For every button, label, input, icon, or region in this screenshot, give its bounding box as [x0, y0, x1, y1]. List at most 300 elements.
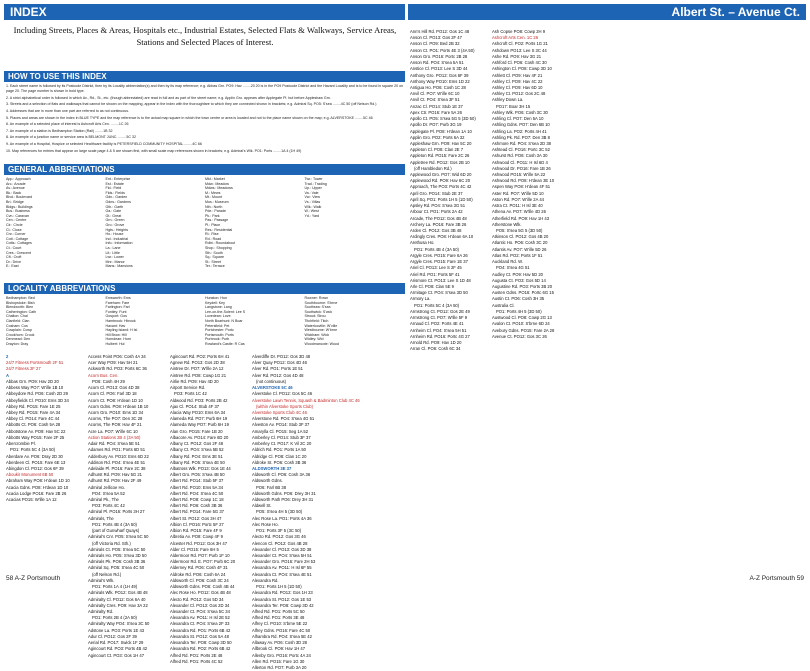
index-entry: Albion Rd. PO15: Fare 4F 9: [170, 528, 222, 534]
index-entry: 24/7 Fitness Portsmouth 2F 51: [6, 360, 64, 366]
abbreviation-entry: Drayton: Dray: [6, 341, 29, 346]
index-entry: Appleton Cl. PO8: Clan 2E 7: [410, 147, 464, 153]
index-entry: Aintree Rd. PO8: Cowp 1G 21: [170, 372, 227, 378]
howto-item: 5. Places and areas are shown in the index in BLUE TYPE and the map reference is to the actual map square in which the town centre or area is located and not to the place name shown on the map; e.g. ALVERSTOKE ........5C 46: [6, 115, 373, 120]
index-entry: Admirals Ct. PO5: S'sea 5C 50: [88, 546, 146, 552]
abbreviation-entry: W.: West: [304, 209, 319, 214]
abbreviation-entry: Horndean: Horn: [105, 337, 132, 342]
index-entry: Addison Rd. PO4: S'sea 4E 51: [88, 459, 146, 465]
index-entry: Armstrong Ct. PO12: Gos 2E 49: [410, 308, 470, 314]
index-entry: Anthony Gro. PO12: Gos 6F 39: [410, 72, 469, 78]
index-entry: Admiral Pk., The: [88, 497, 119, 503]
index-entry: PO5: S'sea 4H 5 (3D 50): [256, 509, 303, 515]
abbreviation-entry: Mt.: Mount: [205, 195, 222, 200]
abbreviation-entry: Trad.: Trading: [304, 181, 327, 186]
index-entry: PO3: Ports 4C 42: [92, 503, 125, 509]
abbreviation-entry: Vs.: Villas: [304, 199, 321, 204]
abbreviation-entry: Bk.: Back: [6, 190, 22, 195]
index-entry: Albany Rd. PO5: S'sea 4E 50: [170, 459, 225, 465]
index-entry: Albany Ct. PO12: Gos 2F 48: [170, 441, 224, 447]
index-entry: Alfred Rd. PO1: Ports 4C 52: [170, 658, 223, 664]
abbreviation-entry: Rd.: Road: [205, 236, 222, 241]
abbreviation-entry: Hgts.: Heights: [105, 227, 129, 232]
index-entry: Abbeydore Rd. PO6: Cosh 2D 29: [6, 391, 68, 397]
section-howto: HOW TO USE THIS INDEX: [4, 71, 405, 82]
abbreviation-entry: Titchfield: Titch: [304, 318, 329, 323]
index-entry: Alfred Rd. PO1: Ports 2E 48: [170, 652, 223, 658]
index-entry: Apollo Dr. PO7: Purb 3G 19: [410, 122, 462, 128]
index-entry: Adhurst Rd. PO9: Hav 2F 49: [88, 478, 142, 484]
index-entry: Apsley Rd. PO4: S'sea 3G 51: [410, 203, 466, 209]
abbreviation-entry: Gt.: Great: [105, 213, 122, 218]
index-entry: Adair Rd. PO4: S'sea 5E 51: [88, 441, 140, 447]
index-entry: Agnew Rd. PO13: Gos 2D 38: [170, 360, 225, 366]
index-entry: Alexandra St. PO12: Gos 1E 53: [252, 596, 312, 602]
index-entry: Applewood Gro. PO7: Wid 6D 20: [410, 172, 472, 178]
index-entry: Alexander Cl. PO13: Gos 2D 34: [170, 602, 230, 608]
index-entry: PO4: S'sea 5A 52: [92, 490, 125, 496]
index-entry: Augustine Rd. PO3: Ports 3B 20: [492, 283, 553, 289]
index-entry: Alexander Ct. PO4: S'sea 5H 51: [252, 553, 312, 558]
index-entry: Acorn Cl. PO13: Gos 4D 38: [88, 385, 140, 391]
abbreviation-entry: Langstone: Lang: [205, 305, 232, 310]
index-entry: Amberley Cl. PO14: Stub 3F 37: [252, 434, 311, 440]
index-entry: Ashwood Dr. PO16: Fare 1B 26: [492, 165, 551, 171]
index-entry: Armstrong Ct. PO7: W'ille 5F 9: [410, 315, 468, 321]
index-entry: Ashwood Cl. PO11: H Isl 6D 4: [492, 159, 548, 165]
index-entry: Arcade, The PO12: Gos 4B 48: [410, 215, 467, 221]
index-entry: Alexandra St. PO12: Gos 5A 48: [170, 633, 229, 639]
howto-item: 9. An example of a Hospital, Hospice or selected Healthcare facility is PETERSFIELD COMMUNITY HOSPITAL ........4C 66: [6, 142, 202, 147]
abbreviation-entry: Grn.: Green: [105, 218, 125, 223]
index-entry: Admiral Pl. PO16: Ports 3H 27: [88, 509, 145, 515]
abbreviation-entry: Catherington: Cath: [6, 309, 37, 314]
index-entry: Aldermoor Rd. PO7: Purb 1F 10: [170, 553, 230, 558]
index-entry: Ashley Cl. PO9: Hav 6D 10: [492, 84, 543, 90]
index-entry: (off Nelson Rd.): [92, 571, 122, 577]
index-entry: Ashington Cl. PO8: Cowp 3D 10: [492, 66, 552, 72]
abbreviation-entry: Up.: Upper: [304, 186, 322, 191]
abbreviation-entry: St.: Street: [205, 259, 221, 264]
index-entry: Aberdare Av. PO6: Dray 2D 30: [6, 453, 63, 459]
index-entry: Alexandra Av. PO11: H Isl 6F 55: [252, 565, 312, 571]
index-entry: Alverdiffe Dr. PO12: Gos 3D 48: [252, 354, 311, 359]
abbreviation-entry: Gro.: Grove: [105, 222, 125, 227]
index-entry: Aldsworth Cl. PO6: Cosh 3C 24: [170, 577, 229, 583]
index-entry: Arran Cl. PO6: Cosh 6C 34: [410, 346, 461, 352]
index-entry: Atkinson Cl. PO12: Gos 4B 20: [492, 234, 549, 240]
index-entry: Anstice Cl. PO13: Lee S 3D 44: [410, 66, 468, 72]
index-entry: Avalon Ct. PO10: S'brne 6D 24: [492, 321, 550, 327]
abbreviation-entry: Dr.: Drive: [6, 259, 21, 264]
index-entry: Alfrey Gdns. PO16: Fare 4C 50: [252, 627, 311, 633]
abbreviation-entry: Twr.: Tower: [304, 177, 323, 181]
index-entry: Alder Cl. PO15: Fare 6H 5: [170, 546, 219, 552]
index-entry: PO1: Ports 4B 4 (3A 50): [92, 521, 137, 527]
index-entry: Abbeyfields Cl. PO10: Ems 3D 34: [6, 397, 69, 403]
index-entry: Argyle Cres. PO15: Fare 6A 26: [410, 252, 468, 258]
abbreviation-entry: Cl.: Close: [6, 227, 22, 232]
index-entry: PO17: Boar 3H 15: [496, 103, 531, 109]
index-entry: Audley Ct. PO9: Hav 5D 20: [492, 271, 543, 277]
abbreviation-entry: North Boarhunt: N Boar: [205, 318, 243, 323]
index-entry: PO3: Ports 1C 42: [174, 391, 207, 397]
index-entry: Ashling La. PO2: Ports 4H 41: [492, 128, 547, 134]
index-entry: Alhambra Rd. PO4: S'sea 5E 42: [252, 633, 312, 639]
index-entry: Ashley Wlk. PO6: Cosh 3C 30: [492, 109, 548, 115]
abbreviation-entry: Shop.: Shopping: [205, 245, 232, 250]
abbreviation-entry: Ter.: Terrace: [205, 264, 225, 269]
index-entry: Albany Ct. PO4: S'sea 5B 52: [170, 447, 224, 453]
abbreviation-entry: Rdbt.: Roundabout: [205, 241, 236, 246]
abbreviation-entry: Cen.: Centre: [6, 218, 27, 223]
index-entry: Avebury Gdns. PO15: Fare 2A 28: [492, 327, 555, 333]
abbreviation-entry: Southsea: S'sea: [304, 305, 331, 310]
index-entry: April Sq. PO1: Ports 1H 5 (1D 50): [410, 196, 473, 202]
index-entry: Alexandra Rd. PO2: Ports 6B 42: [170, 646, 231, 652]
index-entry: (off Victoria Rd. Sth.): [92, 540, 131, 546]
index-entry: Abingdon Cl. PO12: Gos 6F 39: [6, 465, 64, 471]
index-entry: Appleshaw Grn. PO9: Hav 5C 20: [410, 140, 472, 146]
index-entry: Alexander Gro. PO16: Fare 2H 53: [252, 559, 316, 565]
index-entry: Aboukir Monument 6B 50: [6, 472, 54, 478]
abbreviation-entry: Stroud: Strou: [304, 314, 326, 319]
index-entry: Alexandra Rd.: [252, 577, 279, 583]
index-entry: Aldroke Rd. PO6: Cosh 6A 24: [170, 571, 226, 577]
index-entry: Albert Rd. PO6: Cosh 3B 36: [170, 503, 223, 509]
index-entry: Agincourt Ct. PO3: Gos 1H 47: [88, 652, 145, 658]
abbreviation-entry: Purbrook: Purb: [205, 337, 230, 342]
index-entry: Ashling Pk. Rd. PO7: Den 3B 8: [492, 134, 550, 140]
abbreviation-entry: Flds.: Fields: [105, 190, 125, 195]
index-entry: PO1: Ports 4H 5 (3D 50): [496, 308, 542, 314]
howto-item: 10. Map references for entries that appear on large scale page 4 & 5 are shown first, with small scale map references shown in brackets; e.g. Admiral's Wlk. PO1: Ports ........1A 4 (1H 49): [6, 148, 302, 153]
index-range-title: Albert St. – Avenue Ct.: [408, 4, 806, 20]
abbreviation-entry: Cott.: Cottage: [6, 236, 29, 241]
abbreviation-entry: Res.: Residential: [205, 227, 233, 232]
index-entry: Arden Cl. PO12: Gos 3B 48: [410, 228, 462, 233]
index-entry: Acorns, The PO9: Hav 4F 21: [88, 422, 142, 428]
index-entry: Aldwell St.: [252, 503, 272, 509]
index-entry: Allenby Gro. PO16: Portc 4A 24: [252, 652, 311, 658]
index-entry: Alameda Rd. PO7: Purb 6H 19: [170, 416, 228, 422]
index-entry: Ariel Cl. PO13: Lee S 2F 45: [410, 265, 462, 271]
index-entry: Aldsworth Path PO6: Drey 3H 31: [252, 497, 314, 503]
abbreviation-entry: Ga.: Gate: [105, 209, 122, 214]
index-entry: Ashurst Rd. PO6: Cosh 3A 30: [492, 153, 548, 159]
abbreviation-entry: Farlington: Farl: [105, 305, 130, 310]
abbreviation-entry: Mdw.: Meadow: [205, 181, 229, 186]
index-entry: Arle Cl. PO8: Clan 5E 9: [410, 283, 454, 289]
index-entry: Alfred Rd. PO1: Ports 5C 50: [252, 608, 305, 614]
index-entry: Aldsworth Gdns. PO6: Drey 3H 31: [252, 490, 316, 496]
abbreviation-entry: Mus.: Museum: [205, 199, 229, 204]
index-entry: Admiralty Way PO4: S'sea 3C 50: [88, 621, 150, 627]
index-entry: Aberdeen Cl. PO15: Fare 6E 13: [6, 459, 66, 465]
index-entry: Arnold Rd. PO9: Hav 1D 20: [410, 339, 462, 345]
abbreviation-entry: Cnr.: Corner: [6, 232, 26, 237]
index-entry: Alecto Rd. PO12: Gos 3G 46: [252, 534, 306, 540]
abbreviation-entry: Bus.: Business: [6, 209, 30, 214]
index-entry: Alexandra Ter. PO8: Cowp 3D 42: [252, 602, 314, 608]
index-entry: Aldsworth Cl. PO6: Cosh 3A 36: [252, 472, 311, 478]
index-entry: Albacore Av. PO14: Fare 6D 20: [170, 434, 229, 440]
index-entry: Admiralty Cl. PO12: Gos 6A 40: [88, 596, 146, 602]
index-entry: Ashe Rd. PO9: Hav 3G 21: [492, 53, 542, 59]
abbreviation-entry: Southbourne: S'brne: [304, 300, 338, 305]
index-entry: Abbess Way PO7: W'ille 1B 10: [6, 385, 64, 391]
index-entry: Aldridge Cl. PO8: Clan 1C 20: [252, 453, 307, 459]
index-entry: Alveston Av. PO14: Stub 3F 37: [252, 422, 310, 428]
abbreviation-entry: Info.: Information: [105, 241, 133, 246]
index-entry: Aspen Way PO8: H'dean 4F 51: [492, 184, 551, 190]
index-entry: Admiral's Wlk.: [88, 577, 115, 583]
index-entry: Albretia Av. PO8: Cowp 4F 9: [170, 534, 223, 540]
abbreviation-entry: Av.: Avenue: [6, 186, 25, 191]
index-entry: Ashdown PO13: Lee S 3C 44: [492, 47, 547, 53]
abbreviation-entry: Westbourne: W'brne: [304, 328, 338, 333]
howto-item: 7. An example of a station is Bedhampton Station (Rail) ........1B 32: [6, 128, 113, 133]
index-entry: Alfrey Cl. PO10: S'brne 5E 22: [252, 621, 308, 627]
index-entry: Atlantic Ho. PO6: Cosh 3C 20: [492, 240, 548, 246]
index-entry: Alec Rose Ho.: [252, 521, 279, 527]
index-entry: Alfred Rd. PO1: Ports 3E 48: [252, 615, 305, 621]
howto-item: 6. An example of a selected place of interest is Ashcroft Arts Cen. ........1C 26: [6, 122, 129, 127]
index-entry: Ashwood PO15: W'ille 5A 22: [492, 172, 546, 178]
howto-item: 2. A strict alphabetical order is followed in which Av., Rd., St., etc. (though abbreviated) are read in full and as part of the street name; e.g. Applin Gro. appears after Applegate Pl. but before Appleshaw Grn.: [6, 95, 331, 100]
index-entry: Abercrombie Pl.: [6, 441, 36, 447]
abbreviation-entry: Mnr.: Manor: [105, 259, 125, 264]
index-entry: Ajax Cl. PO14: Stub 4F 37: [170, 403, 220, 409]
index-entry: Acorns, The PO7: Den 3C 28: [88, 416, 143, 422]
abbreviation-entry: Hulbert: Hul: [105, 341, 125, 346]
index-entry: Aldwood Rd. PO3: Ports 2B 42: [170, 397, 228, 403]
abbreviation-entry: Lit.: Little: [105, 250, 120, 255]
index-entry: PO4: S'sea 4G 51: [496, 265, 530, 271]
index-entry: Acorn Cl. PO6: Farl 3D 18: [88, 391, 137, 397]
abbreviation-entry: Yd.: Yard: [304, 213, 320, 218]
index-entry: Admiral Jellicoe Ho.: [88, 484, 126, 490]
index-entry: Avenue Ct. PO12: Gos 3C 26: [492, 333, 547, 339]
section-locality-abbreviations: LOCALITY ABBREVIATIONS: [4, 283, 405, 294]
index-entry: Archery La. PO16: Fare 3B 26: [410, 221, 467, 227]
index-entry: Armory La.: [410, 296, 431, 302]
index-entry: Aldrich Rd. PO1: Ports 1A 50: [252, 447, 306, 453]
index-entry: Anson Cl. PO9: Bed 2B 32: [410, 41, 460, 47]
abbreviation-entry: Bri.: Bridge: [6, 199, 24, 204]
index-entry: Approach, The PO3: Ports 4C 42: [410, 184, 472, 190]
howto-paragraphs: [6, 84, 404, 155]
abbreviation-entry: Ct.: Court: [6, 245, 22, 250]
index-entry: Allen Rd. PO15: Fare 1G 30: [252, 658, 305, 664]
page-number-right: A-Z Portsmouth 59: [749, 575, 804, 582]
abbreviation-entry: Arc.: Arcade: [6, 181, 26, 186]
index-entry: Admirals Ho. PO5: S'sea 3D 50: [88, 553, 147, 558]
abbreviation-entry: Cowplain: Cowp: [6, 328, 32, 333]
index-entry: 24/7 Fitness 2F 27: [6, 366, 41, 372]
index-entry: Appletree Rd. PO12: Gos 2B 10: [410, 159, 470, 165]
index-entry: Ackworth Rd. PO3: Ports 6C 36: [88, 366, 147, 372]
index-entry: Appleton Rd. PO15: Fare 2C 26: [410, 153, 470, 159]
index-entry: Astra Ct. PO11: H Isl 3E 40: [492, 203, 543, 209]
index-entry: Alexandra Rd. PO1: Ports 6B 42: [170, 627, 231, 633]
index-entry: Alexandra Ct. PO4: S'sea 4E 51: [252, 571, 312, 577]
abbreviation-entry: Pk.: Park: [205, 213, 220, 218]
index-entry: Ashling Cl. PO7: Den 5A 10: [492, 116, 544, 122]
index-entry: Acre La. PO7: W'ille 6C 10: [88, 428, 138, 434]
left-index-column: [6, 354, 85, 503]
abbreviation-entry: Rowland's Castle: R Cas: [205, 341, 245, 346]
index-entry: Austwood Cl. PO8: Cowp 2G 13: [492, 315, 552, 321]
abbreviation-entry: Portchester: Portc: [205, 328, 234, 333]
abbreviation-entry: Petersfield: Pet: [205, 323, 230, 328]
index-column-3: [252, 354, 360, 671]
abbreviation-entry: Mans.: Mansions: [105, 264, 133, 269]
abbreviation-entry: Ind.: Industrial: [105, 236, 129, 241]
index-entry: Amarylla Cl. PO15: Seg 1A 52: [252, 428, 309, 434]
index-entry: Alexandra Ter. PO8: Cowp 3D 50: [170, 640, 232, 646]
index-entry: Atherstone Wlk.: [492, 221, 522, 227]
index-entry: Abraham Way PO8: H'dean 1D 10: [6, 478, 70, 484]
index-entry: Admiralty Cres. PO9: Hav 3A 22: [88, 602, 148, 608]
abbreviation-entry: Funtley: Funt: [105, 309, 127, 314]
index-entry: Albert St. PO12: Gos 3H 47: [170, 515, 222, 521]
index-entry: Ashford Cl. PO6: Cosh 4C 30: [492, 60, 547, 66]
abbreviation-entry: Cotts.: Cottages: [6, 241, 32, 246]
index-entry: Admirals, The: [88, 515, 114, 521]
abbreviation-entry: Crookhorn: Crook: [6, 332, 35, 337]
index-entry: Agincourt Rd. PO3: Ports 4B 42: [88, 646, 148, 652]
index-column-1: [88, 354, 167, 659]
index-entry: Ashtead Cl. PO16: Portc 3C 52: [492, 147, 550, 153]
abbreviation-entry: E.: East: [6, 264, 19, 269]
index-entry: Anthony Way PO10: Ems 1D 22: [410, 78, 470, 84]
abbreviation-entry: Mkt.: Market: [205, 177, 225, 181]
index-entry: Admiral Sq. PO5: S'sea 4C 50: [88, 565, 145, 571]
index-entry: (within Alverstoke Sports Club): [256, 403, 314, 409]
index-entry: Allbrook Cl. PO9: Hav 1H 47: [252, 646, 306, 652]
locality-abbreviations-list: [6, 296, 404, 350]
index-entry: Ashwood Rd. PO8: H'dean 3E 10: [492, 178, 555, 184]
index-entry: Adames Rd. PO1: Ports 6D 51: [88, 447, 146, 453]
abbreviation-entry: Woodmancote: Wood: [304, 341, 339, 346]
index-entry: Acorn Ct. PO8: H'dean 1D 10: [88, 397, 143, 403]
index-entry: Aerial Rd. PO17: Swick 1F 29: [88, 640, 144, 646]
index-entry: Alan Gro. PO15: Fare 1B 20: [170, 428, 223, 434]
index-entry: Antigua Ho. PO6: Cosh 1C 28: [410, 84, 466, 90]
abbreviation-entry: Keydell: Key: [205, 300, 225, 305]
index-entry: Alverstoke Sports Club 4C 46: [252, 409, 307, 415]
index-entry: A: [6, 372, 10, 378]
abbreviation-entry: Nth.: North: [205, 204, 223, 209]
index-entry: Albert Gro. PO5: S'sea 4B 50: [170, 472, 225, 478]
abbreviation-entry: Pl.: Place: [205, 222, 221, 227]
index-entry: Alverstone Rd. PO4: S'sea 4G 51: [252, 416, 315, 422]
index-entry: Applewood Rd. PO9: Hav 6C 20: [410, 178, 471, 184]
index-entry: Applin Gro. PO2: Ports 6A 32: [410, 134, 465, 140]
index-entry: Applegate Pl. PO8: H'dean 1A 10: [410, 128, 472, 134]
index-entry: Admirals Pk. PO6: Cosh 3B 36: [88, 559, 146, 565]
index-entry: Alexandra Av. PO11: H Isl 2E 52: [170, 615, 230, 621]
index-entry: Alec Rose La. PO1: Ports 4A 36: [252, 515, 312, 521]
index-entry: Alverstoke Lawn Tennis, Squash & Badminton Club 4C 46: [252, 397, 360, 403]
index-entry: Albert Rd. PO14: Fare 5G 37: [170, 509, 224, 515]
index-entry: Admiral's Cnr. PO5: S'sea 5C 50: [88, 534, 149, 540]
index-entry: Ardingly Cres. PO8: H'dean 6A 10: [410, 234, 474, 240]
index-entry: 2: [6, 354, 9, 359]
index-entry: Augusta Ct. PO3: Gos 5D 14: [492, 277, 546, 283]
index-entry: (not continuous): [256, 378, 287, 384]
index-entry: Albatross Wlk. PO13: Gos 1E 44: [170, 465, 231, 471]
index-entry: Aldermoor Rd. E. PO7: Purb 6C 20: [170, 559, 236, 565]
index-entry: PO6: Farl 6B 38: [256, 484, 287, 490]
abbreviation-entry: Gdns.: Gardens: [105, 199, 131, 204]
index-entry: Anson Gro. PO16: Portc 2B 28: [410, 53, 468, 59]
abbreviation-entry: Blvd.: Boulevard: [6, 195, 33, 200]
abbreviation-entry: Gth.: Garth: [105, 204, 124, 209]
index-entry: Ashling Gdns. PO7: Den 6B 10: [492, 122, 550, 128]
abbreviation-entry: Havant: Hav: [105, 323, 126, 328]
index-entry: Adelaide Pl. PO16: Fare 2C 38: [88, 465, 146, 471]
index-entry: PO1: Ports 5C 4 (3A 50): [10, 447, 56, 453]
index-entry: PO5: S'sea 5G 5 (3D 50): [496, 228, 543, 233]
abbreviation-entry: Widley: Wid: [304, 337, 324, 342]
abbreviation-entry: Gdn.: Garden: [105, 195, 128, 200]
abbreviation-entry: Hill Brow: Hill: [105, 332, 127, 337]
page-number-left: 58 A-Z Portsmouth: [6, 575, 61, 582]
index-entry: Ashlett Cl. PO9: Hav 4F 21: [492, 72, 543, 78]
index-entry: Aston Rd. PO7: W'ille 2A 44: [492, 196, 545, 202]
index-entry: Albany Rd. PO4: Ems 3E 51: [170, 453, 223, 459]
index-entry: PO1: Ports 4B 4 (3A 50): [414, 246, 459, 252]
section-general-abbreviations: GENERAL ABBREVIATIONS: [4, 164, 405, 175]
general-abbreviations-list: [6, 177, 404, 279]
abbreviation-entry: Chalton: Chal: [6, 314, 28, 319]
index-entry: Anson Rd. PO4: S'sea 5A 51: [410, 60, 464, 66]
index-entry: PO6: Cosh 4H 29: [92, 378, 125, 384]
index-entry: PO1: Ports 5C 4 (3A 50): [414, 302, 460, 308]
index-entry: Ash Copse PO8: Cowp 2H 9: [492, 29, 546, 34]
abbreviation-entry: Pde.: Parade: [205, 209, 226, 214]
index-entry: Aster Rd. PO7: W'ille 5D 10: [492, 190, 544, 196]
index-entry: Acacia Lodge PO16: Fare 2B 26: [6, 490, 67, 496]
abbreviation-entry: Cvn.: Caravan: [6, 213, 29, 218]
abbreviation-entry: La.: Lane: [105, 245, 121, 250]
index-entry: Albion Cl. PO16: Portc 5F 27: [170, 521, 224, 527]
abbreviation-entry: Denmead: Den: [6, 337, 31, 342]
index-entry: Adstone La. PO3: Ports 1E 43: [88, 627, 145, 633]
abbreviation-entry: Cir.: Circle: [6, 222, 23, 227]
index-entry: Arnheim Cl. PO4: S'sea 5H 51: [410, 327, 467, 333]
abbreviation-entry: Wickham: Wick: [304, 332, 330, 337]
index-entry: Admirals Wlk. PO12: Gos 4B 48: [88, 590, 148, 596]
index-entry: Alverstoke Cl. PO12: Gos 5C 46: [252, 391, 313, 397]
index-entry: Abbotts Ct. PO6: Cosh 5A 28: [6, 422, 61, 428]
index-intro: Including Streets, Places & Areas, Hospitals etc., Industrial Estates, Selected Flats & Walkways, Service Areas, Stations and Selected Places of Interest.: [13, 25, 397, 47]
abbreviation-entry: Bldgs.: Buildings: [6, 204, 33, 209]
index-entry: Ashmore Rd. PO4: S'sea 2D 38: [492, 140, 551, 146]
index-entry: Airlie Rd. PO9: Hav 4D 20: [170, 378, 219, 384]
abbreviation-entry: Portsmouth: Ports: [205, 332, 234, 337]
abbreviation-entry: Fld.: Field: [105, 186, 122, 191]
index-entry: Albert Rd. PO14: Stub 5F 37: [170, 478, 224, 484]
index-entry: Armitage Ct. PO4: S'sea 3D 50: [410, 290, 468, 296]
index-entry: Austin Ct. PO6: Cosh 3H 35: [492, 296, 545, 302]
howto-item: 3. Streets and a selection of flats and walkways that cannot be shown on the mapping, appear in the index with the thoroughfare to which they are connected shown in brackets; e.g. Admiral Sq. PO5: S'sea ........4C 50 (off Nelson Rd.): [6, 102, 377, 107]
abbreviation-entry: Mdws.: Meadows: [205, 186, 233, 191]
index-entry: PO1: Ports 1A 4 (1H 49): [92, 584, 138, 590]
index-entry: Aldsworth Gdns.: [252, 478, 283, 484]
